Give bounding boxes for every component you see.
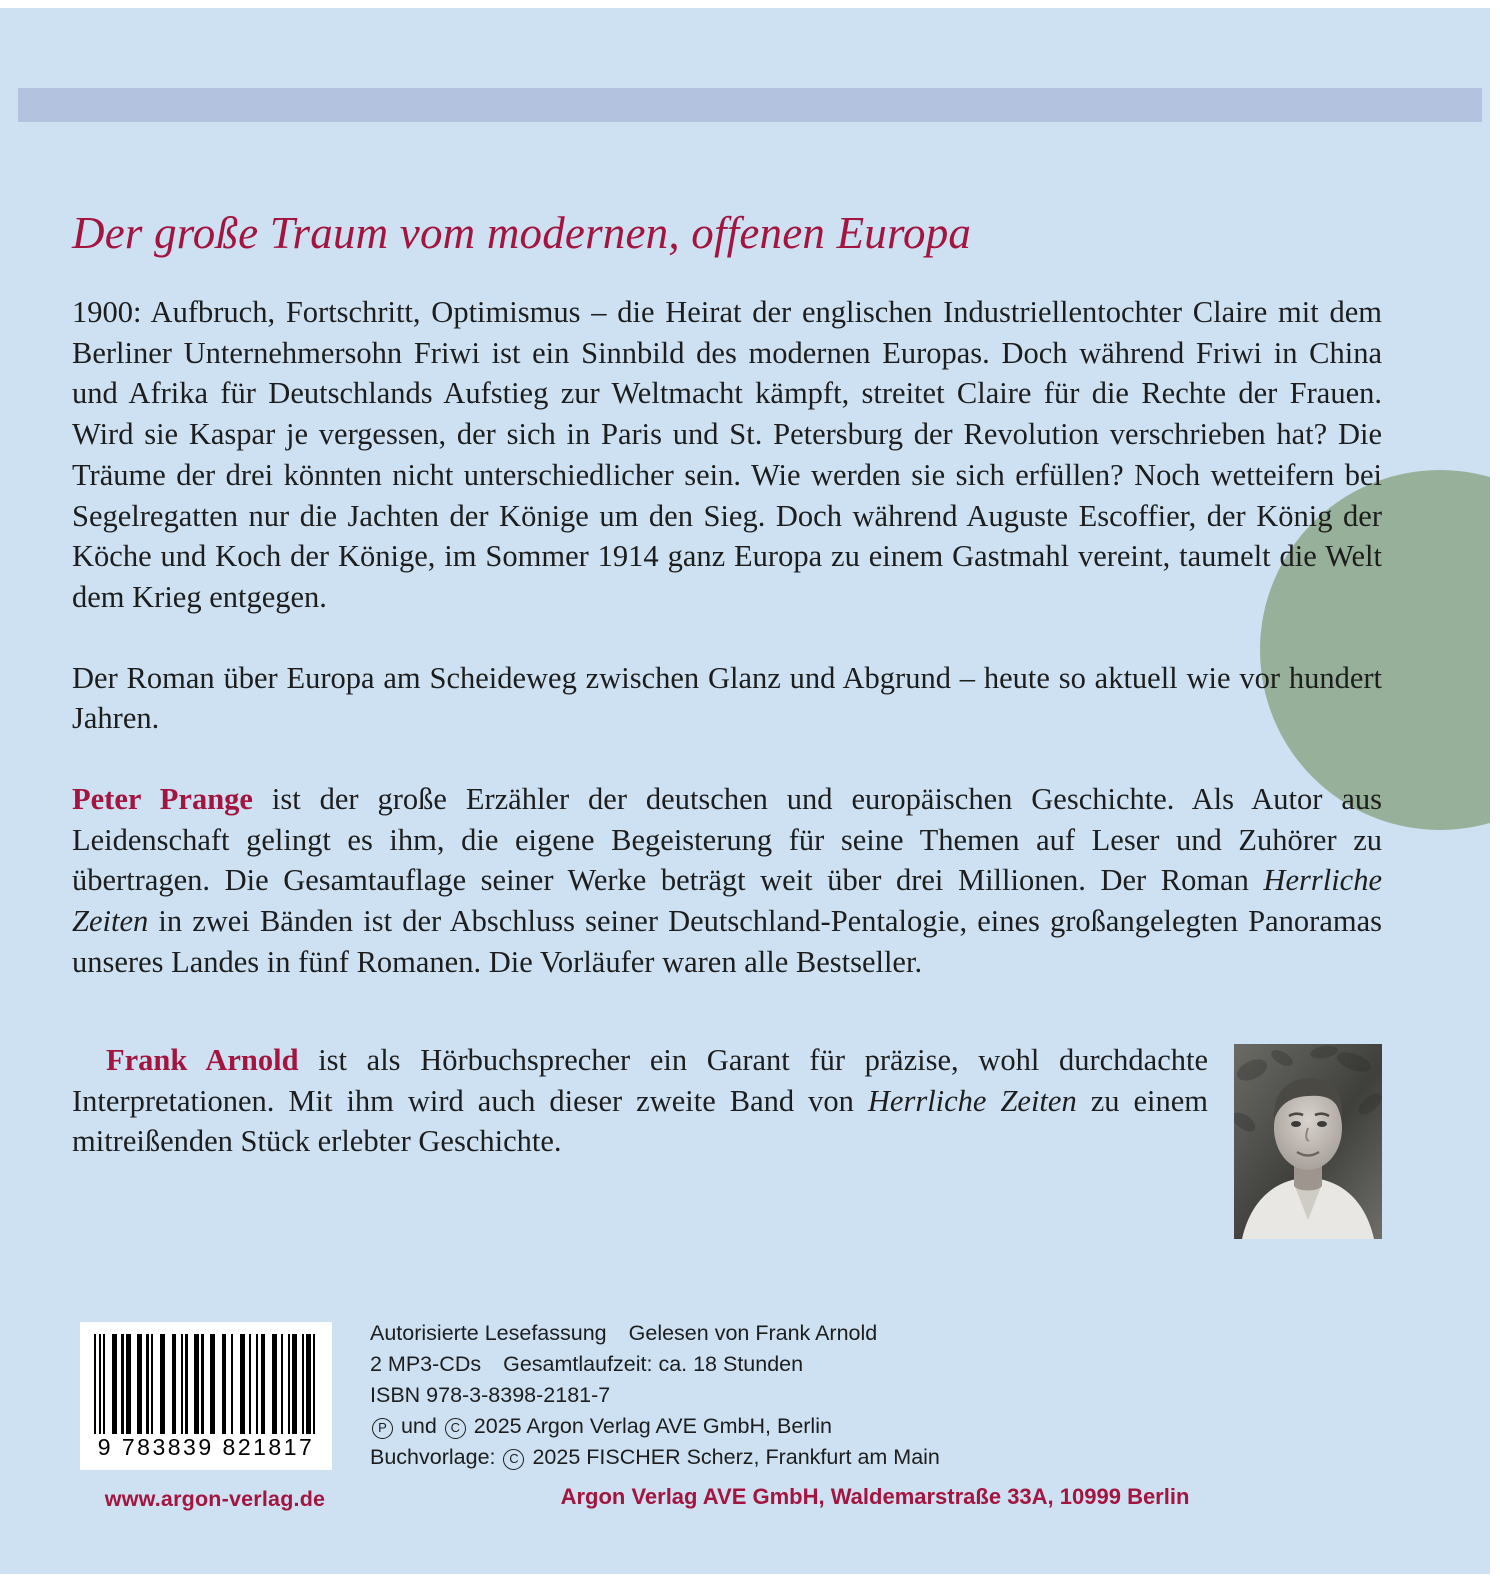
speaker-bio-paragraph — [72, 1040, 1382, 1162]
imprint-copyright-line — [370, 1411, 1380, 1442]
author-bio-paragraph — [72, 779, 1382, 983]
phonogram-icon: P — [372, 1418, 393, 1439]
barcode-bar — [315, 1334, 317, 1434]
reading-version-label: Autorisierte Lesefassung — [370, 1321, 607, 1345]
barcode-number: 9 783839 821817 — [97, 1434, 315, 1460]
speaker-bio-text-1: ist als Hörbuchsprecher ein Garant für präzise, wohl durchdachte Interpretationen. Mit ihm wird auch dieser zweite Band von — [72, 1043, 1208, 1118]
runtime-label: Gesamtlaufzeit: ca. 18 Stunden — [503, 1351, 804, 1376]
barcode-bar — [153, 1334, 160, 1434]
portrait-frank-arnold — [1234, 1044, 1382, 1239]
barcode-bar — [233, 1334, 240, 1434]
barcode-bar — [215, 1334, 222, 1434]
barcode-bar — [165, 1334, 172, 1434]
speaker-work-title: Herrliche Zeiten — [867, 1083, 1077, 1118]
body-text-column — [72, 292, 1382, 1009]
author-bio-text-1: ist der große Erzähler der deutschen und europäischen Geschichte. Als Autor aus Leidenschaft gelingt es ihm, die eigene Begeisterung für seine Themen auf Leser und Zuhörer zu übertragen. Die Gesamtauflage seiner Werke beträgt weit über drei Millionen. Der Roman — [72, 782, 1382, 898]
source-label: Buchvorlage: — [370, 1444, 502, 1469]
isbn-label: ISBN 978-3-8398-2181-7 — [370, 1382, 611, 1407]
author-name: Peter Prange — [72, 782, 253, 817]
read-by-label: Gelesen von Frank Arnold — [628, 1321, 878, 1345]
imprint-block — [370, 1318, 1380, 1473]
imprint-line-2 — [370, 1349, 1380, 1380]
barcode — [80, 1322, 332, 1470]
barcode-bar — [204, 1334, 211, 1434]
publisher-address: Argon Verlag AVE GmbH, Waldemarstraße 33A, 10999 Berlin — [560, 1484, 1190, 1509]
website-url[interactable]: www.argon-verlag.de — [104, 1487, 326, 1511]
blurb-paragraph: 1900: Aufbruch, Fortschritt, Optimismus – die Heirat der englischen Industriellentochter Claire mit dem Berliner Unternehmersohn Friwi ist ein Sinnbild des modernen Europas. Doch während Friwi in China und Afrika für Deutschlands Aufstieg zur Weltmacht kämpft, streitet Claire für die Rechte der Frauen. Wird sie Kaspar je vergessen, der sich in Paris und St. Petersburg der Revolution verschrieben hat? Die Träume der drei könnten nicht unterschiedlicher sein. Wie werden sie sich erfüllen? Noch wetteifern bei Segelregatten nur die Jachten der Könige um den Sieg. Doch während Auguste Escoffier, der König der Köche und Koch der Könige, im Sommer 1914 ganz Europa zu einem Gastmahl vereint, taumelt die Welt dem Krieg entgegen. — [72, 295, 1382, 614]
imprint-source-line — [370, 1442, 1380, 1473]
imprint-line-1 — [370, 1318, 1380, 1349]
media-format-label: 2 MP3-CDs — [370, 1351, 482, 1376]
copyright-text: 2025 Argon Verlag AVE GmbH, Berlin — [467, 1413, 832, 1438]
copyright-icon: C — [445, 1418, 466, 1439]
headline: Der große Traum vom modernen, offenen Europa — [72, 208, 972, 258]
barcode-bar — [131, 1334, 138, 1434]
tagline-paragraph: Der Roman über Europa am Scheideweg zwischen Glanz und Abgrund – heute so aktuell wie vor hundert Jahren. — [72, 660, 1382, 736]
barcode-bar — [188, 1334, 195, 1434]
portrait-image — [1234, 1044, 1382, 1239]
source-text: 2025 FISCHER Scherz, Frankfurt am Main — [526, 1444, 940, 1469]
author-bio-text-2: in zwei Bänden ist der Abschluss seiner Deutschland-Pentalogie, eines großangelegten Panoramas unseres Landes in fünf Romanen. Die Vorläufer waren alle Bestseller. — [72, 904, 1382, 979]
copyright-conjunction: und — [395, 1413, 443, 1438]
speaker-name: Frank Arnold — [106, 1043, 299, 1077]
barcode-bar — [105, 1334, 112, 1434]
copyright-icon-source: C — [503, 1449, 524, 1470]
speaker-bio-text-2: zu einem mitreißenden Stück erlebter Geschichte. — [72, 1083, 1209, 1159]
speaker-section — [72, 1040, 1382, 1249]
barcode-bar — [265, 1334, 272, 1434]
barcode-bars — [94, 1334, 318, 1434]
author-work-title: Herrliche Zeiten — [72, 863, 1382, 939]
